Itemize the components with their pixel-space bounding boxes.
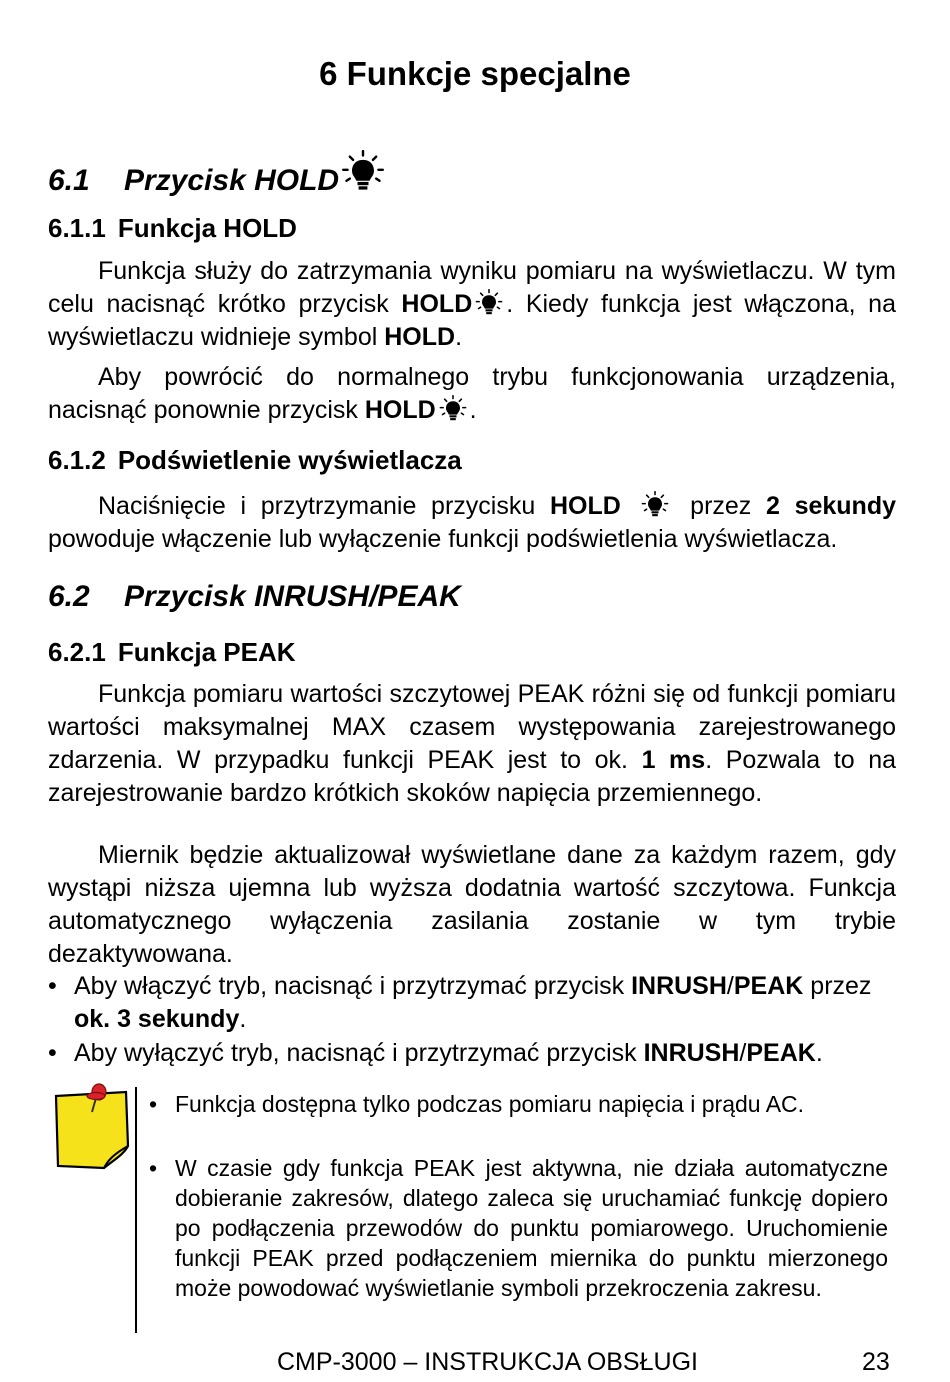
bullet: •	[48, 1039, 57, 1067]
text: /	[739, 1039, 747, 1067]
text: .	[469, 396, 477, 424]
paragraph-backlight	[48, 490, 896, 556]
paragraph-peak-1	[48, 678, 896, 810]
backlight-bulb-icon	[341, 150, 385, 194]
duration-label: 2 sekundy	[765, 492, 897, 520]
hold-key-label: HOLD	[364, 396, 436, 424]
page-title: 6 Funkcje specjalne	[319, 55, 631, 92]
section-title: Przycisk HOLD	[124, 164, 340, 197]
peak-key-label: PEAK	[733, 972, 804, 1000]
text: Funkcja dostępna tylko podczas pomiaru napięcia i prądu AC.	[175, 1091, 805, 1117]
note-item-1	[149, 1089, 888, 1119]
subsection-6-1-1-heading	[48, 213, 297, 244]
text: . Pozwala to na zarejestrowanie bardzo krótkich skoków napięcia przemiennego.	[48, 746, 897, 807]
peak-time-label: 1 ms	[641, 746, 706, 774]
duration-label: ok. 3 sekundy	[74, 1005, 240, 1033]
subsection-6-2-1-heading	[48, 637, 296, 668]
inrush-key-label: INRUSH	[643, 1039, 740, 1067]
sticky-note-shape	[56, 1092, 128, 1168]
peak-key-label: PEAK	[746, 1039, 816, 1067]
text: Aby wyłączyć tryb, nacisnąć i przytrzymać przycisk	[74, 1039, 644, 1067]
section-title: Przycisk INRUSH/PEAK	[124, 580, 461, 613]
subsection-title: Funkcja PEAK	[117, 637, 296, 667]
subsection-number: 6.2.1	[48, 637, 106, 667]
subsection-number: 6.1.2	[48, 445, 106, 475]
bullet: •	[149, 1091, 158, 1117]
hold-key-label: HOLD	[549, 492, 621, 520]
subsection-title: Podświetlenie wyświetlacza	[117, 445, 462, 475]
text: Naciśnięcie i przytrzymanie przycisku	[98, 492, 550, 520]
subsection-title: Funkcja HOLD	[117, 213, 297, 243]
backlight-bulb-icon	[439, 395, 467, 423]
text: .	[815, 1039, 823, 1067]
text: Funkcja służy do zatrzymania wyniku pomiaru na wyświetlaczu. W tym celu nacisnąć krótko przycisk	[48, 257, 896, 318]
hold-symbol-label: HOLD	[384, 323, 456, 351]
section-number: 6.2	[48, 580, 90, 613]
section-6-1-heading	[48, 150, 388, 198]
text: Aby włączyć tryb, nacisnąć i przytrzymać przycisk	[74, 972, 632, 1000]
hold-key-label: HOLD	[401, 290, 473, 318]
text: W czasie gdy funkcja PEAK jest aktywna, nie działa automatyczne dobieranie zakresów, dlatego zaleca się uruchamiać funkcję dopiero po podłączenia przewodów do punktu pomiarowego. Uruchomienie funkcji PEAK przed podłączeniem miernika do punktu mierzonego może powodować wyświetlanie symboli przekroczenia zakresu.	[175, 1155, 888, 1301]
note-item-2	[149, 1153, 888, 1303]
sticky-note-pin-icon	[52, 1082, 132, 1174]
subsection-number: 6.1.1	[48, 213, 106, 243]
text: . Kiedy funkcja jest włączona, na wyświetlaczu widnieje symbol	[48, 290, 896, 351]
bullet-disable-peak	[48, 1037, 896, 1070]
text: przez	[803, 972, 872, 1000]
subsection-6-1-2-heading	[48, 445, 462, 476]
bullet: •	[149, 1155, 158, 1181]
backlight-bulb-icon	[475, 289, 503, 317]
text: przez	[675, 492, 766, 520]
text: .	[455, 323, 463, 351]
paragraph-hold-2	[48, 361, 896, 427]
text: Funkcja pomiaru wartości szczytowej PEAK różni się od funkcji pomiaru wartości maksymalnej MAX czasem występowania zarejestrowanego zdarzenia. W przypadku funkcji PEAK jest to ok.	[48, 680, 896, 774]
text: powoduje włączenie lub wyłączenie funkcji podświetlenia wyświetlacza.	[48, 525, 838, 553]
section-6-2-heading	[48, 580, 461, 614]
bullet: •	[48, 972, 57, 1000]
footer-page-number: 23	[862, 1348, 890, 1376]
pin-base	[87, 1093, 105, 1100]
text: /	[726, 972, 734, 1000]
backlight-bulb-icon	[641, 491, 669, 519]
paragraph-hold-1	[48, 255, 896, 354]
footer-document-title: CMP-3000 – INSTRUKCJA OBSŁUGI	[277, 1348, 698, 1376]
text: Aby powrócić do normalnego trybu funkcjonowania urządzenia, nacisnąć ponownie przycisk	[48, 363, 896, 424]
paragraph-peak-2: Miernik będzie aktualizował wyświetlane dane za każdym razem, gdy wystąpi niższa ujemna lub wyższa dodatnia wartość szczytowa. Funkcja automatycznego wyłączenia zasilania zostanie w tym trybie dezaktywowana.	[48, 841, 896, 968]
section-number: 6.1	[48, 164, 90, 197]
note-divider	[135, 1087, 137, 1333]
text: .	[239, 1005, 247, 1033]
inrush-key-label: INRUSH	[631, 972, 727, 1000]
bullet-enable-peak	[48, 970, 896, 1036]
